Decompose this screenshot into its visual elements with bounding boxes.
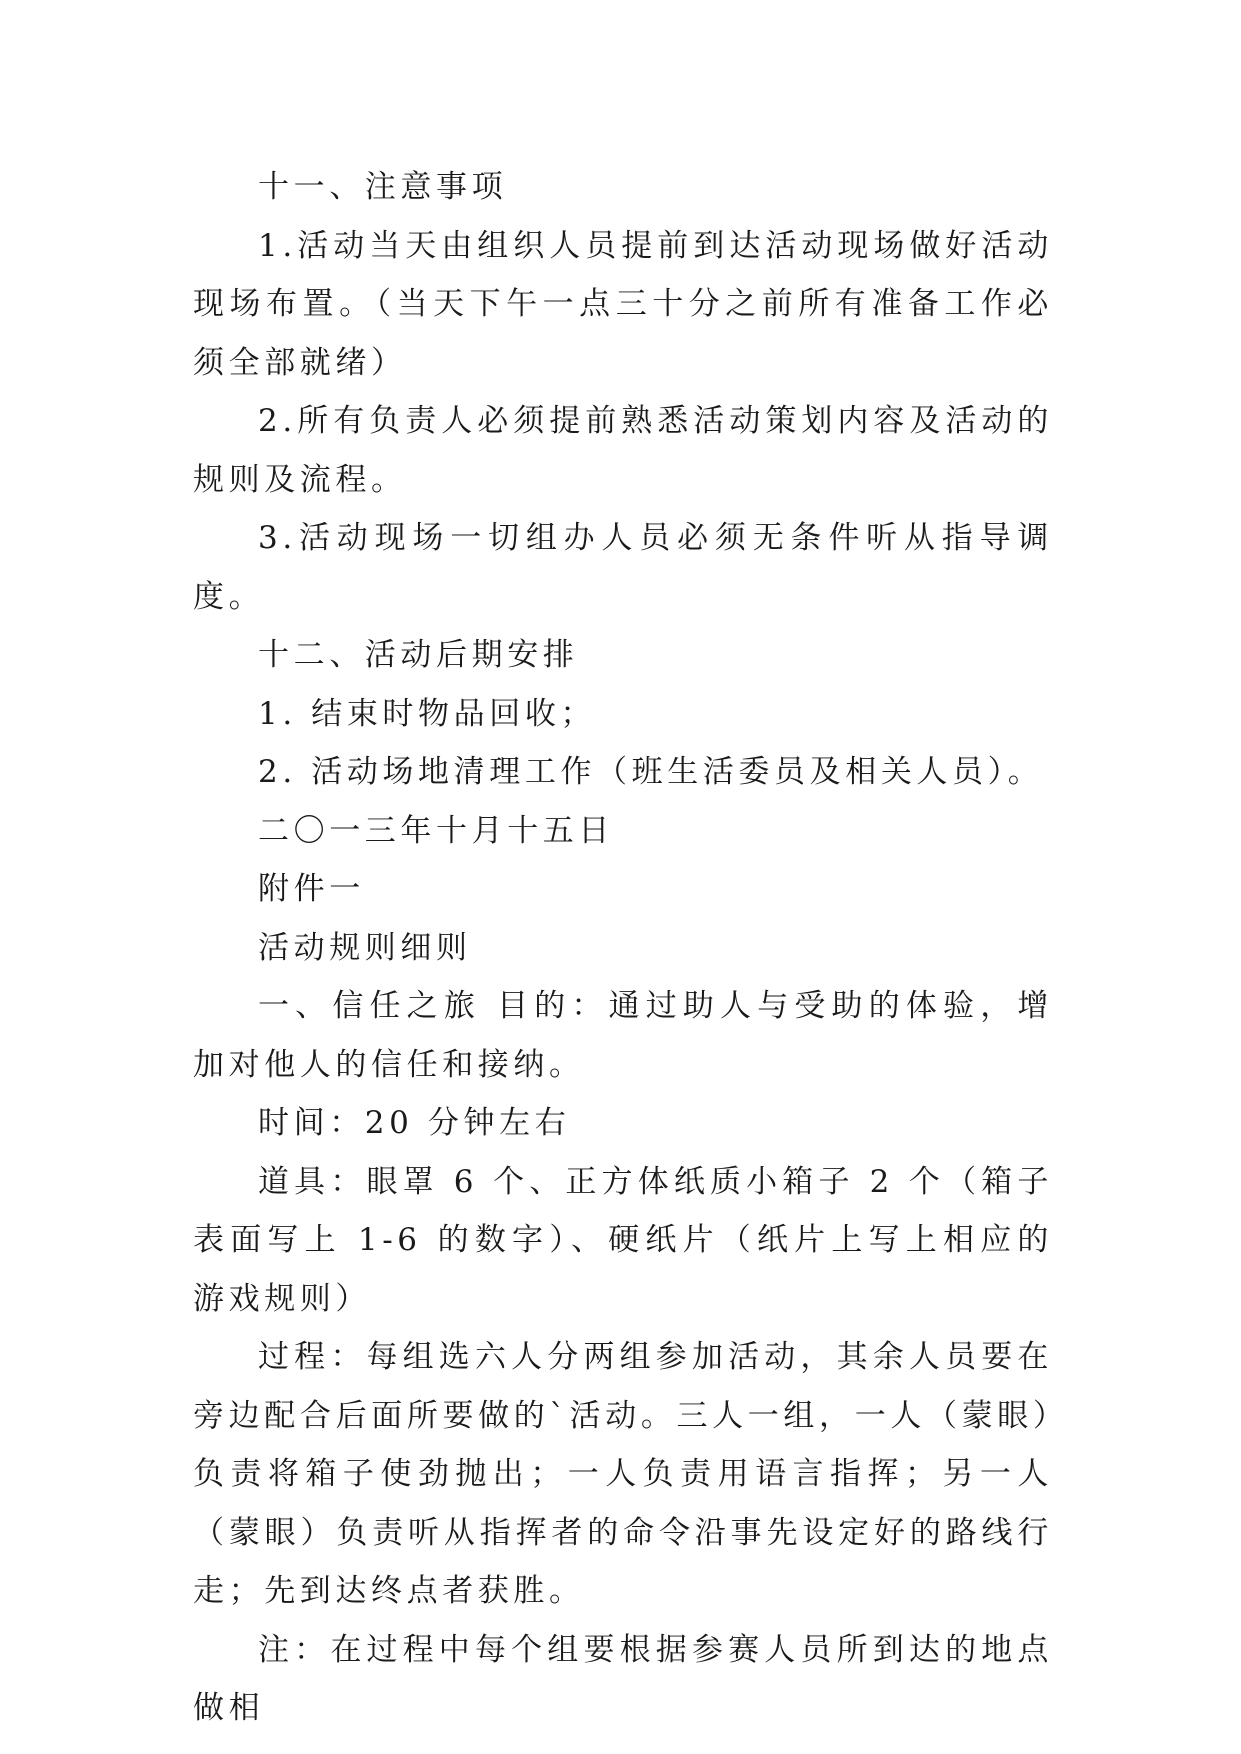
paragraph: 3.活动现场一切组办人员必须无条件听从指导调度。	[193, 520, 1053, 615]
paragraph: 1. 结束时物品回收；	[258, 695, 597, 732]
section-heading: 十一、注意事项	[258, 169, 508, 205]
date-line: 二〇一三年十月十五日	[258, 812, 614, 849]
paragraph: 2.所有负责人必须提前熟悉活动策划内容及活动的规则及流程。	[193, 403, 1053, 498]
attachment-title: 活动规则细则	[258, 929, 472, 966]
paragraph: 道具：眼罩 6 个、正方体纸质小箱子 2 个（箱子表面写上 1-6 的数字）、硬纸片（纸片上写上相应的游戏规则）	[193, 1163, 1053, 1317]
paragraph: 一、信任之旅 目的：通过助人与受助的体验，增加对他人的信任和接纳。	[193, 988, 1053, 1083]
paragraph: 过程：每组选六人分两组参加活动，其余人员要在旁边配合后面所要做的`活动。三人一组，一人（蒙眼）负责将箱子使劲抛出；一人负责用语言指挥；另一人（蒙眼）负责听从指挥者的命令沿事先设定好的路线行走；先到达终点者获胜。	[193, 1339, 1053, 1609]
attachment-label: 附件一	[258, 871, 365, 907]
paragraph: 注：在过程中每个组要根据参赛人员所到达的地点做相	[193, 1631, 1053, 1726]
paragraph: 1.活动当天由组织人员提前到达活动现场做好活动现场布置。（当天下午一点三十分之前所有准备工作必须全部就绪）	[193, 227, 1053, 381]
paragraph: 2. 活动场地清理工作（班生活委员及相关人员）。	[258, 754, 1044, 790]
document-body	[193, 158, 1053, 1738]
paragraph: 时间：20 分钟左右	[258, 1105, 571, 1141]
section-heading: 十二、活动后期安排	[258, 637, 579, 673]
